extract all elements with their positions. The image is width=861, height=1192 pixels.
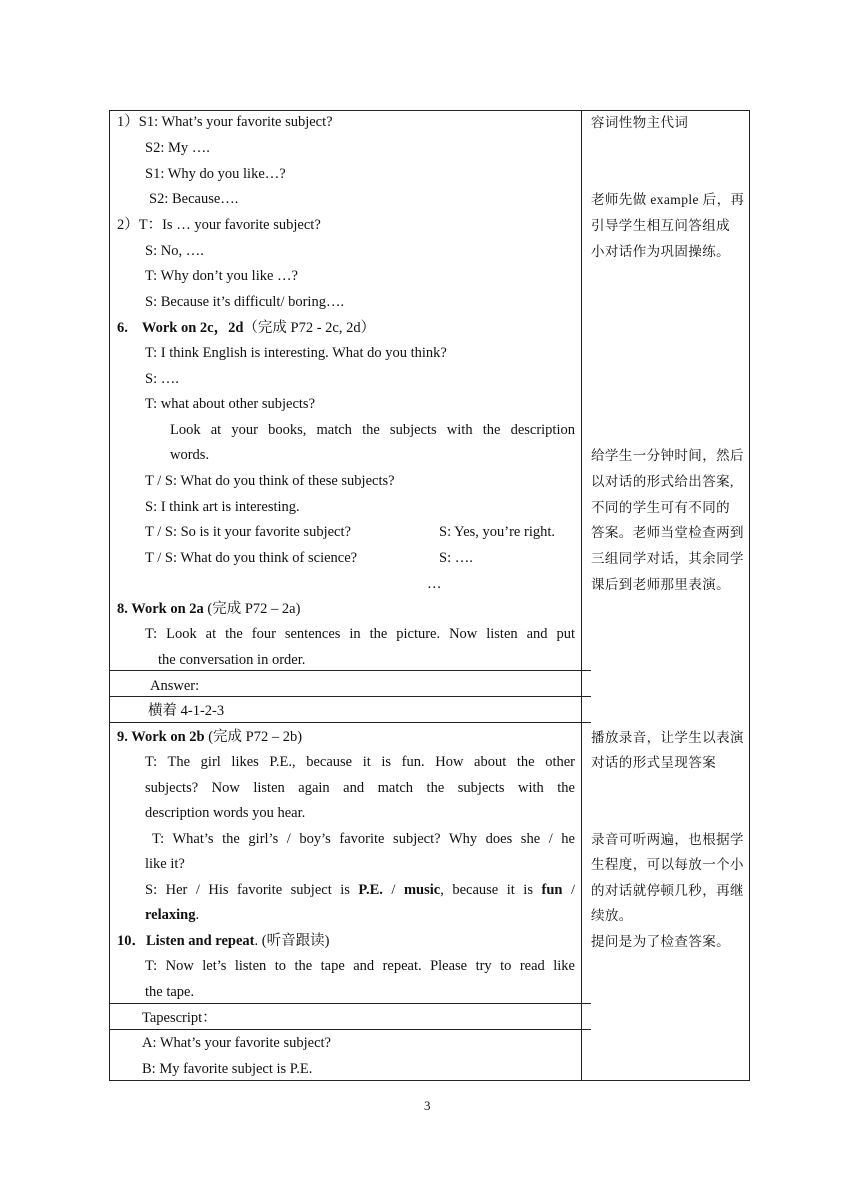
dialogue-line: T: Now let’s listen to the tape and repeat. Please try to read like (145, 958, 575, 974)
dialogue-line: S2: Because…. (149, 191, 239, 207)
dialogue-line: B: My favorite subject is P.E. (142, 1061, 313, 1077)
teaching-note: 老师先做 example 后，再 (591, 192, 745, 207)
teaching-note: 答案。老师当堂检查两到 (591, 525, 744, 540)
dialogue-line: S1: Why do you like…? (145, 166, 286, 182)
answer-value: 横着 4-1-2-3 (148, 703, 225, 719)
teaching-note: 播放录音，让学生以表演 (591, 730, 744, 745)
ellipsis: … (427, 576, 442, 592)
teaching-note: 不同的学生可有不同的 (591, 500, 730, 515)
teaching-note: 对话的形式呈现答案 (591, 755, 717, 770)
dialogue-line: T / S: What do you think of these subjects? (145, 473, 395, 489)
dialogue-line: T / S: What do you think of science? (145, 550, 358, 566)
dialogue-line: Look at your books, match the subjects with the description (170, 422, 575, 438)
teaching-note: 提问是为了检查答案。 (591, 934, 730, 949)
page-number: 3 (424, 1098, 431, 1113)
dialogue-line: S: Because it’s difficult/ boring…. (145, 294, 345, 310)
dialogue-line: S: Yes, you’re right. (439, 524, 556, 540)
answer-label: Answer: (150, 678, 200, 694)
step-heading: 8. Work on 2a (完成 P72 – 2a) (117, 601, 301, 617)
tapescript-label: Tapescript： (142, 1010, 217, 1026)
teaching-note: 三组同学对话，其余同学 (591, 551, 744, 566)
teaching-note: 的对话就停顿几秒，再继 (591, 883, 744, 898)
teaching-note: 续放。 (591, 908, 633, 923)
dialogue-line: S2: My …. (145, 140, 210, 156)
teaching-note: 给学生一分钟时间，然后 (591, 448, 744, 463)
step-heading: 6. Work on 2c，2d（完成 P72 - 2c, 2d） (117, 320, 376, 336)
dialogue-line: T: Why don’t you like …? (145, 268, 298, 284)
dialogue-line: 1）S1: What’s your favorite subject? (117, 114, 333, 130)
dialogue-line: T / S: So is it your favorite subject? (145, 524, 351, 540)
dialogue-line: S: …. (439, 550, 473, 566)
dialogue-line: 2）T：Is … your favorite subject? (117, 217, 321, 233)
dialogue-line: the tape. (145, 984, 195, 1000)
teaching-note: 小对话作为巩固操练。 (591, 244, 730, 259)
dialogue-line: description words you hear. (145, 805, 306, 821)
dialogue-line: T: What’s the girl’s / boy’s favorite subject? Why does she / he (152, 831, 575, 847)
teaching-note: 容词性物主代词 (591, 115, 689, 130)
dialogue-line: T: The girl likes P.E., because it is fun. How about the other (145, 754, 575, 770)
dialogue-line: S: No, …. (145, 243, 204, 259)
teaching-note: 课后到老师那里表演。 (591, 577, 730, 592)
dialogue-line: A: What’s your favorite subject? (142, 1035, 331, 1051)
dialogue-line: S: …. (145, 371, 179, 387)
teaching-note: 引导学生相互问答组成 (591, 218, 730, 233)
step-heading: 10．Listen and repeat. (听音跟读) (117, 933, 330, 949)
dialogue-line: S: Her / His favorite subject is P.E. / music, because it is fun / (145, 882, 575, 898)
dialogue-line: words. (170, 447, 210, 463)
dialogue-line: subjects? Now listen again and match the subjects with the (145, 780, 575, 796)
step-heading: 9. Work on 2b (完成 P72 – 2b) (117, 729, 303, 745)
dialogue-line: S: I think art is interesting. (145, 499, 300, 515)
dialogue-line: relaxing. (145, 907, 200, 923)
dialogue-line: T: I think English is interesting. What do you think? (145, 345, 447, 361)
teaching-note: 以对话的形式给出答案, (591, 474, 734, 489)
teaching-note: 录音可听两遍，也根据学 (591, 832, 744, 847)
dialogue-line: the conversation in order. (158, 652, 306, 668)
teaching-note: 生程度，可以每放一个小 (591, 857, 744, 872)
dialogue-line: like it? (145, 856, 185, 872)
dialogue-line: T: what about other subjects? (145, 396, 316, 412)
column-divider (581, 110, 582, 1081)
dialogue-line: T: Look at the four sentences in the picture. Now listen and put (145, 626, 575, 642)
